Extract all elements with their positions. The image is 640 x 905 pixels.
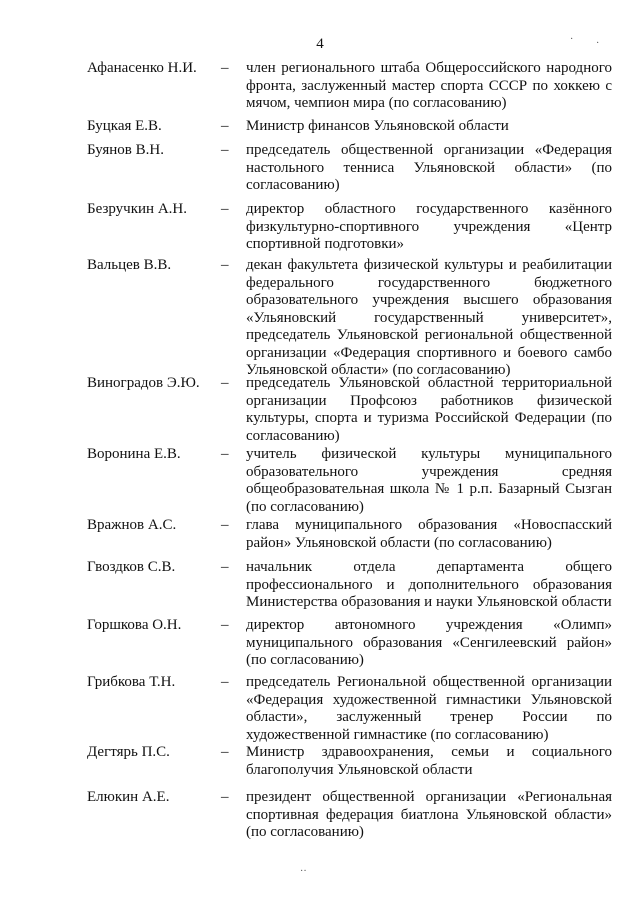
member-role: член регионального штаба Общероссийского народного фронта, заслуженный мастер спорта СССР по хоккею с мячом, чемпион мира (по согласованию) bbox=[246, 60, 612, 111]
member-name: Вальцев В.В. bbox=[87, 257, 172, 273]
member-role: декан факультета физической культуры и реабилитации федерального государственного бюджетного образовательного учреждения высшего образования «Ульяновский государственный университет», председатель Ульяновской региональной общественной организации «Федерация спортивного и боевого самбо Ульяновской области» (по согласованию) bbox=[246, 257, 612, 378]
scan-speck-icon: ·· bbox=[300, 866, 307, 877]
dash-separator: – bbox=[221, 517, 229, 533]
member-name: Безручкин А.Н. bbox=[87, 201, 187, 217]
dash-separator: – bbox=[221, 744, 229, 760]
member-role: учитель физической культуры муниципального образовательного учреждения средняя общеобразовательная школа № 1 р.п. Базарный Сызган (по согласованию) bbox=[246, 446, 612, 515]
dash-separator: – bbox=[221, 201, 229, 217]
dash-separator: – bbox=[221, 789, 229, 805]
dash-separator: – bbox=[221, 375, 229, 391]
dash-separator: – bbox=[221, 118, 229, 134]
dash-separator: – bbox=[221, 674, 229, 690]
dash-separator: – bbox=[221, 617, 229, 633]
member-role: директор автономного учреждения «Олимп» муниципального образования «Сенгилеевский район» (по согласованию) bbox=[246, 617, 612, 668]
member-role: председатель Ульяновской областной территориальной организации Профсоюз работников физической культуры, спорта и туризма Российской Федерации (по согласованию) bbox=[246, 375, 612, 444]
member-name: Горшкова О.Н. bbox=[87, 617, 182, 633]
scan-speck-icon: · bbox=[570, 34, 574, 45]
member-role: председатель общественной организации «Федерация настольного тенниса Ульяновской области» (по согласованию) bbox=[246, 142, 612, 193]
member-name: Афанасенко Н.И. bbox=[87, 60, 197, 76]
member-role: Министр финансов Ульяновской области bbox=[246, 118, 509, 134]
scan-speck-icon: · bbox=[596, 38, 600, 49]
member-name: Воронина Е.В. bbox=[87, 446, 181, 462]
member-name: Виноградов Э.Ю. bbox=[87, 375, 200, 391]
dash-separator: – bbox=[221, 446, 229, 462]
dash-separator: – bbox=[221, 559, 229, 575]
member-role: президент общественной организации «Региональная спортивная федерация биатлона Ульяновской области» (по согласованию) bbox=[246, 789, 612, 840]
member-name: Грибкова Т.Н. bbox=[87, 674, 176, 690]
member-name: Буянов В.Н. bbox=[87, 142, 164, 158]
member-name: Дегтярь П.С. bbox=[87, 744, 170, 760]
member-role: председатель Региональной общественной организации «Федерация художественной гимнастики Ульяновской области», заслуженный тренер России по художественной гимнастике (по согласованию) bbox=[246, 674, 612, 743]
member-name: Буцкая Е.В. bbox=[87, 118, 162, 134]
dash-separator: – bbox=[221, 60, 229, 76]
member-name: Елюкин А.Е. bbox=[87, 789, 170, 805]
member-name: Гвоздков С.В. bbox=[87, 559, 176, 575]
member-name: Вражнов А.С. bbox=[87, 517, 177, 533]
page-number: 4 bbox=[316, 36, 324, 52]
member-role: глава муниципального образования «Новоспасский район» Ульяновской области (по согласованию) bbox=[246, 517, 612, 551]
member-role: директор областного государственного казённого физкультурно-спортивного учреждения «Центр спортивной подготовки» bbox=[246, 201, 612, 252]
dash-separator: – bbox=[221, 142, 229, 158]
dash-separator: – bbox=[221, 257, 229, 273]
member-role: Министр здравоохранения, семьи и социального благополучия Ульяновской области bbox=[246, 744, 612, 778]
member-role: начальник отдела департамента общего профессионального и дополнительного образования Министерства образования и науки Ульяновской области bbox=[246, 559, 612, 610]
